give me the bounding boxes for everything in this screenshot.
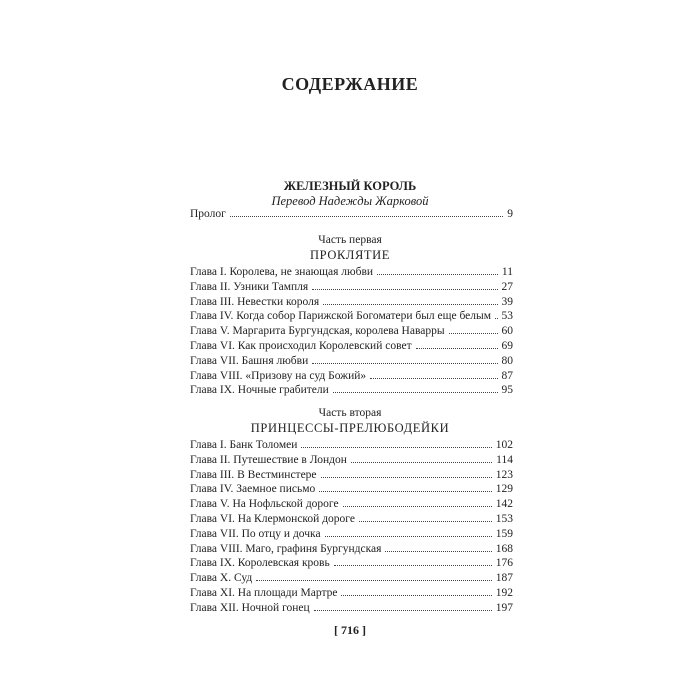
toc-entry	[190, 601, 513, 616]
entry-page: 153	[495, 512, 513, 525]
entry-page: 69	[501, 339, 513, 352]
entry-page: 53	[501, 310, 513, 323]
toc-entry	[190, 497, 513, 512]
entry-page: 80	[501, 354, 513, 367]
entry-title: Глава V. На Нофльской дороге	[190, 498, 339, 511]
toc-entry	[190, 453, 513, 468]
part-two-label: Часть вторая	[318, 407, 382, 419]
entry-title: Глава III. Невестки короля	[190, 295, 320, 308]
entry-title: Глава VIII. «Призову на суд Божий»	[190, 369, 367, 382]
dot-leader	[334, 565, 492, 566]
dot-leader	[341, 595, 491, 596]
entry-title: Глава IV. Когда собор Парижской Богоматери был еще белым	[190, 310, 492, 323]
prologue-list	[190, 207, 513, 222]
entry-page: 159	[495, 527, 513, 540]
toc-entry	[190, 354, 513, 369]
translator-credit: Перевод Надежды Жарковой	[271, 194, 429, 208]
dot-leader	[319, 491, 492, 492]
dot-leader	[256, 580, 492, 581]
entry-title: Глава IV. Заемное письмо	[190, 483, 316, 496]
toc-entry	[190, 512, 513, 527]
entry-title: Глава VI. На Клермонской дороге	[190, 512, 355, 525]
part-one-label: Часть первая	[318, 234, 382, 246]
toc-entry	[190, 265, 513, 280]
entry-page: 123	[495, 468, 513, 481]
entry-page: 129	[495, 483, 513, 496]
toc-entry	[190, 309, 513, 324]
dot-leader	[495, 318, 497, 319]
page-number: [ 716 ]	[334, 623, 366, 637]
dot-leader	[385, 551, 491, 552]
toc-entry	[190, 586, 513, 601]
entry-title: Глава XII. Ночной гонец	[190, 601, 310, 614]
toc-entry	[190, 280, 513, 295]
toc-entry	[190, 571, 513, 586]
entry-title: Глава II. Путешествие в Лондон	[190, 453, 347, 466]
entry-page: 95	[501, 384, 513, 397]
toc-entry	[190, 339, 513, 354]
part-two-chapters	[190, 438, 513, 616]
dot-leader	[230, 216, 503, 217]
entry-title: Глава II. Узники Тампля	[190, 280, 309, 293]
entry-page: 27	[501, 280, 513, 293]
entry-title: Глава IX. Королевская кровь	[190, 557, 330, 570]
dot-leader	[301, 447, 491, 448]
entry-title: Глава XI. На площади Мартре	[190, 586, 338, 599]
dot-leader	[312, 363, 497, 364]
dot-leader	[449, 333, 498, 334]
part-one-chapters	[190, 265, 513, 398]
dot-leader	[343, 506, 492, 507]
entry-page: 176	[495, 557, 513, 570]
toc-entry-prologue	[190, 207, 513, 222]
entry-page: 142	[495, 498, 513, 511]
toc-entry	[190, 468, 513, 483]
toc-entry	[190, 438, 513, 453]
dot-leader	[321, 477, 492, 478]
entry-page: 168	[495, 542, 513, 555]
toc-entry	[190, 542, 513, 557]
dot-leader	[312, 289, 497, 290]
entry-title: Глава I. Королева, не знающая любви	[190, 266, 374, 278]
dot-leader	[323, 304, 497, 305]
dot-leader	[370, 378, 497, 379]
toc-entry	[190, 295, 513, 310]
entry-title: Глава VII. Башня любви	[190, 354, 309, 367]
entry-title: Глава X. Суд	[190, 572, 253, 585]
entry-title: Глава III. В Вестминстере	[190, 468, 317, 481]
entry-title: Глава VII. По отцу и дочка	[190, 527, 321, 540]
dot-leader	[416, 348, 498, 349]
entry-title: Глава IX. Ночные грабители	[190, 384, 329, 397]
entry-page: 197	[495, 601, 513, 614]
dot-leader	[377, 274, 498, 275]
entry-page: 39	[501, 295, 513, 308]
entry-page: 87	[501, 369, 513, 382]
dot-leader	[325, 536, 492, 537]
part-two-title: ПРИНЦЕССЫ-ПРЕЛЮБОДЕЙКИ	[250, 421, 450, 435]
entry-page: 192	[495, 586, 513, 599]
toc-entry	[190, 527, 513, 542]
entry-title: Глава V. Маргарита Бургундская, королева Наварры	[190, 325, 445, 338]
page-title: СОДЕРЖАНИЕ	[281, 74, 419, 94]
entry-page: 187	[495, 572, 513, 585]
toc-entry	[190, 369, 513, 384]
work-title: ЖЕЛЕЗНЫЙ КОРОЛЬ	[283, 179, 417, 193]
entry-title: Глава I. Банк Толомеи	[190, 439, 298, 451]
toc-entry	[190, 383, 513, 398]
entry-title: Глава VI. Как происходил Королевский совет	[190, 339, 412, 352]
entry-title: Пролог	[190, 208, 226, 220]
dot-leader	[359, 521, 492, 522]
toc-entry	[190, 556, 513, 571]
entry-page: 102	[495, 439, 513, 451]
dot-leader	[351, 462, 492, 463]
entry-page: 11	[501, 266, 513, 278]
entry-page: 9	[507, 208, 513, 220]
dot-leader	[314, 610, 492, 611]
entry-page: 114	[496, 453, 513, 466]
entry-title: Глава VIII. Маго, графиня Бургундская	[190, 542, 382, 555]
part-one-title: ПРОКЛЯТИЕ	[309, 248, 390, 262]
toc-entry	[190, 324, 513, 339]
toc-entry	[190, 482, 513, 497]
entry-page: 60	[501, 325, 513, 338]
dot-leader	[333, 392, 498, 393]
